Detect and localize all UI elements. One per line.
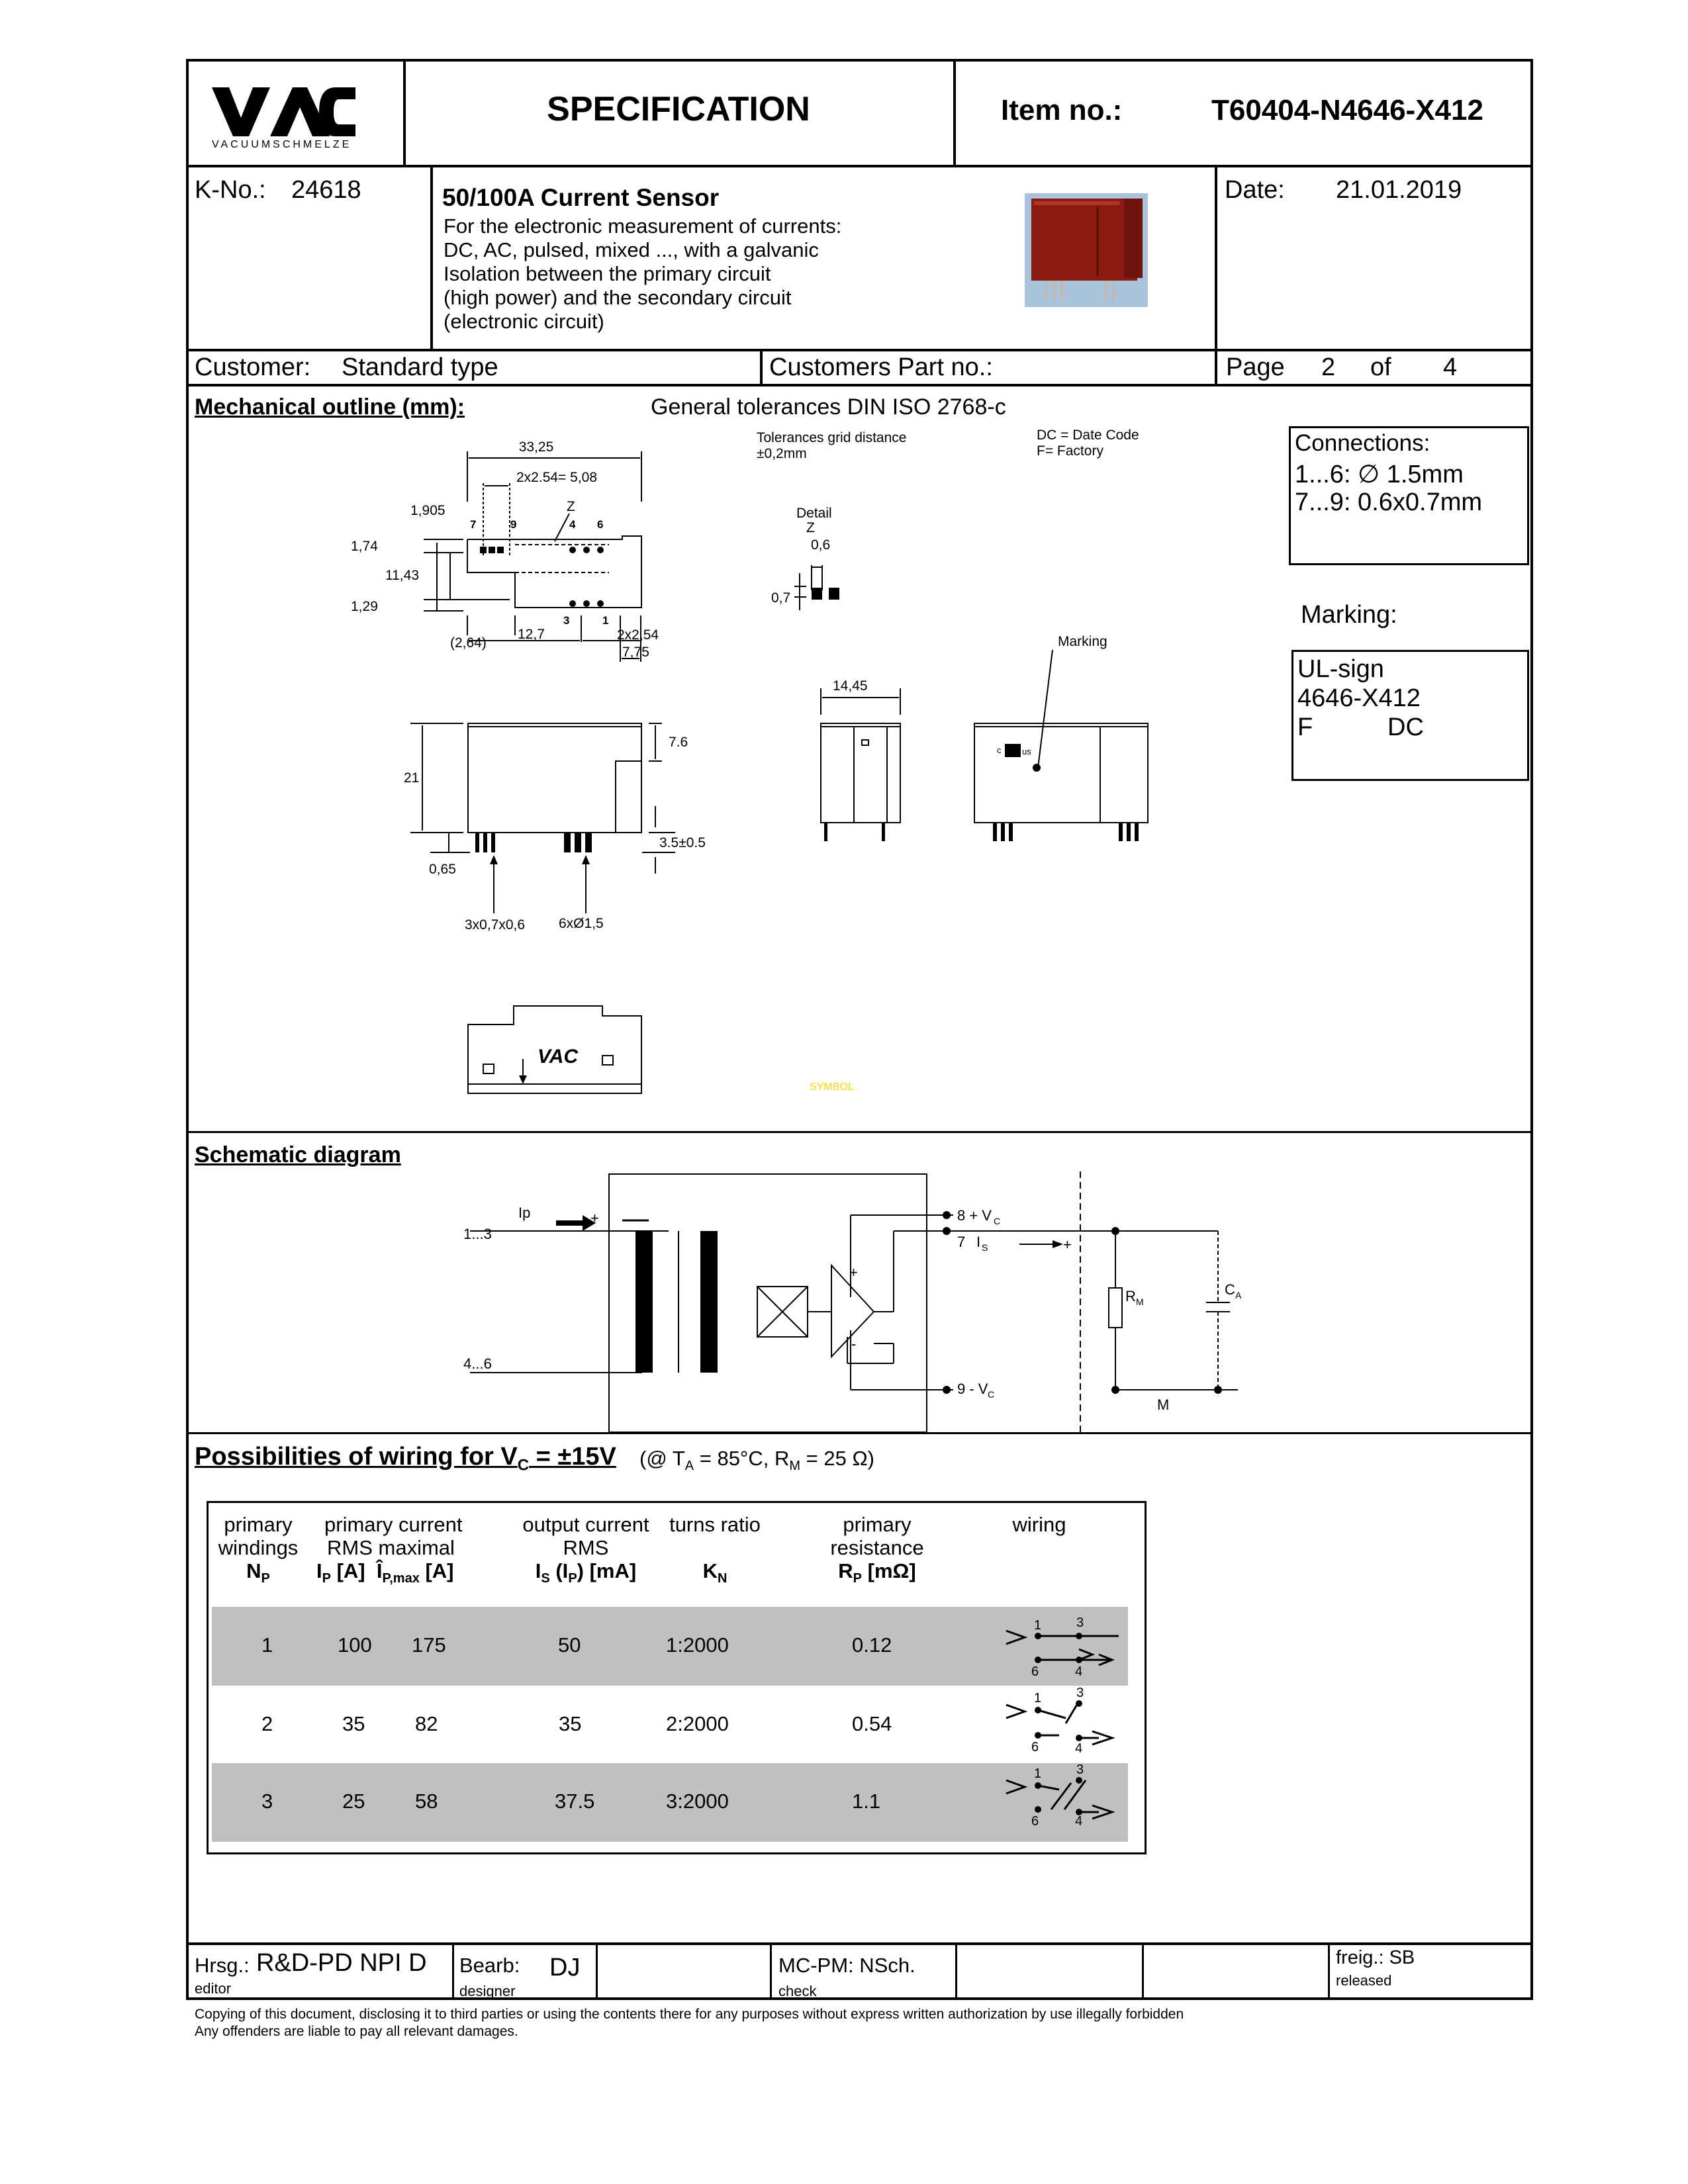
detail-z-marker: Z (567, 499, 575, 514)
copyright-line-1: Copying of this document, disclosing it to third parties or using the contents there for any purposes without express written authorization by use illegally forbidden (195, 2007, 1184, 2022)
col-primary-current (311, 1513, 477, 1590)
schematic-divider (186, 1131, 1533, 1133)
desc-line: Isolation between the primary circuit (444, 262, 771, 285)
table-row (212, 1686, 1128, 1763)
item-number: T60404-N4646-X412 (1211, 94, 1483, 126)
wire-pin-4: 4 (1075, 1664, 1083, 1679)
factory-note: F= Factory (1037, 443, 1103, 459)
detail-pin-a (812, 588, 822, 600)
side-view-pins (475, 833, 592, 864)
product-title: 50/100A Current Sensor (442, 184, 720, 211)
footer-vline-1 (452, 1942, 454, 2000)
dim-3-5: 3.5±0.5 (659, 835, 706, 850)
hdr-unit: ) [mA] (577, 1559, 637, 1582)
wire-pin-3: 3 (1076, 1686, 1084, 1700)
footer-vline-6 (1328, 1942, 1330, 2000)
cell-kn: 1:2000 (666, 1633, 729, 1657)
dim-0-65: 0,65 (429, 862, 456, 877)
hdr-text: wiring (1012, 1513, 1066, 1536)
node-ca-bottom (1214, 1386, 1222, 1394)
mechanical-heading: Mechanical outline (mm): (195, 394, 465, 420)
symbol-arrow (519, 1075, 527, 1084)
of-label: of (1370, 353, 1391, 381)
is-sub: S (982, 1242, 988, 1253)
customer-divider (186, 384, 1533, 387)
product-description (444, 214, 841, 334)
hdr-symbol (212, 1559, 305, 1590)
is-pin: 7 (957, 1234, 966, 1250)
header-divider (186, 165, 1533, 167)
symbol-watermark: SYMBOL (810, 1081, 854, 1093)
ca-sub: A (1235, 1290, 1242, 1300)
wiring-table-header (212, 1513, 1139, 1592)
cell-rp: 0.12 (852, 1633, 892, 1657)
condition-sub-m: M (789, 1459, 801, 1474)
primary-winding (635, 1231, 653, 1373)
vc-plus-sub: C (994, 1216, 1001, 1226)
cell-is: 37.5 (555, 1790, 595, 1813)
ul-mark-icon (1005, 744, 1021, 757)
cell-kn: 2:2000 (666, 1712, 729, 1735)
hdr-text: windings (218, 1536, 299, 1559)
top-view-pins (480, 547, 604, 607)
hdr-unit: [A] (330, 1559, 365, 1582)
tolerance-grid-value: ±0,2mm (757, 446, 807, 461)
vc-minus-sub: C (988, 1389, 995, 1400)
connections-line-2: 7...9: 0.6x0.7mm (1295, 488, 1483, 516)
wire-pin-6: 6 (1031, 1740, 1039, 1754)
node-9 (943, 1386, 951, 1394)
hdr-sub: P (261, 1571, 270, 1586)
node-8 (943, 1211, 951, 1219)
hdr-sym: R (838, 1559, 853, 1582)
hdr-text: RMS (563, 1536, 609, 1559)
footer-vline-2 (596, 1942, 598, 2000)
hdr-spacer (649, 1536, 781, 1559)
rm-sub: M (1136, 1297, 1144, 1307)
k-no-label: K-No.: (195, 176, 266, 204)
pin-size-label: 3x0,7x0,6 (465, 917, 526, 933)
hdr-sub: P (568, 1571, 577, 1586)
cell-is: 50 (558, 1633, 581, 1657)
info-vline-2 (1215, 165, 1217, 387)
date-code-note: DC = Date Code (1037, 428, 1139, 443)
ip-arrow (556, 1215, 596, 1231)
footer-vline-3 (770, 1942, 772, 2000)
wire-pin-6: 6 (1031, 1814, 1039, 1829)
header-vline-2 (953, 59, 956, 166)
hdr-text: RMS maximal (327, 1536, 455, 1559)
released-label: released (1336, 1972, 1392, 1989)
dim-2x2-54: 2x2,54 (617, 627, 659, 643)
marking-view (974, 650, 1148, 823)
hdr-unit: [A] (419, 1559, 454, 1582)
cell-np: 3 (261, 1790, 273, 1813)
is-plus: + (1063, 1236, 1072, 1253)
footer-top-line (186, 1942, 1533, 1945)
hdr-text: turns ratio (669, 1513, 761, 1536)
info-vline-1 (430, 165, 433, 350)
marking-line-3a: F (1297, 713, 1313, 741)
page-number: 2 (1321, 353, 1336, 381)
opamp-plus: + (849, 1264, 858, 1281)
wire-pin-6: 6 (1031, 1664, 1039, 1679)
node-rm-bottom (1111, 1386, 1119, 1394)
col-resistance (794, 1513, 960, 1590)
hdr-text: resistance (830, 1536, 924, 1559)
mcpm-value: MC-PM: NSch. (778, 1954, 915, 1977)
desc-line: DC, AC, pulsed, mixed ..., with a galvanic (444, 238, 819, 261)
customer-label: Customer: (195, 353, 311, 381)
wiring-heading-tail: = ±15V (529, 1443, 616, 1471)
item-label: Item no.: (1001, 94, 1123, 126)
hdr-sub: P (853, 1571, 863, 1586)
detail-pin-b (829, 588, 839, 600)
node-7 (943, 1227, 951, 1235)
marking-line-1: UL-sign (1297, 655, 1384, 683)
hdr-text: primary current (324, 1513, 463, 1536)
tolerance-grid-note: Tolerances grid distance (757, 430, 907, 445)
cell-np: 1 (261, 1633, 273, 1657)
ip-label: Ip (518, 1205, 531, 1221)
customer-vline (760, 349, 763, 385)
hdr-unit: [mΩ] (862, 1559, 916, 1582)
hdr-text: primary (843, 1513, 912, 1536)
condition-text: (@ T (639, 1447, 685, 1470)
wire-pin-1: 1 (1034, 1766, 1042, 1781)
dim-11-43: 11,43 (385, 568, 419, 583)
opamp-minus: - (851, 1336, 857, 1352)
k-no-value: 24618 (291, 176, 361, 204)
is-label: I (976, 1234, 981, 1250)
hdr-sym: I (535, 1559, 541, 1582)
hdr-sym: Î (376, 1559, 383, 1582)
table-row (212, 1763, 1128, 1842)
pin-label-3: 3 (563, 614, 570, 627)
page-count: 4 (1443, 353, 1458, 381)
pins-1-3: 1...3 (463, 1226, 492, 1242)
hdr-symbol (311, 1559, 477, 1590)
wiring-heading (195, 1443, 616, 1475)
wire-pin-1: 1 (1034, 1618, 1042, 1633)
marking-line-2: 4646-X412 (1297, 684, 1421, 712)
rm-label: R (1125, 1288, 1136, 1304)
cell-kn: 3:2000 (666, 1790, 729, 1813)
hdr-symbol (506, 1559, 665, 1590)
bearb-value: DJ (549, 1954, 581, 1981)
cell-ip: 35 (342, 1712, 365, 1735)
marking-dot (1033, 764, 1041, 772)
col-output-current (506, 1513, 665, 1590)
dim-1-74: 1,74 (351, 539, 378, 554)
page-title: SPECIFICATION (547, 90, 810, 128)
dim-14-45: 14,45 (833, 678, 868, 694)
schematic-diagram (450, 1165, 1324, 1443)
sensor-photo (1025, 193, 1148, 307)
pins-4-6: 4...6 (463, 1355, 492, 1372)
m-label: M (1157, 1396, 1170, 1413)
cell-rp: 1.1 (852, 1790, 881, 1813)
dim-0-7: 0,7 (771, 590, 791, 606)
vc-minus-pin: 9 - V (957, 1381, 988, 1397)
dim-7-75: 7,75 (622, 645, 649, 660)
footer-vline-4 (955, 1942, 957, 2000)
hdr-sub: N (717, 1571, 727, 1586)
check-label: check (778, 1983, 817, 1999)
schematic-heading: Schematic diagram (195, 1142, 401, 1167)
hdr-sym: I (316, 1559, 322, 1582)
end-view (821, 688, 900, 823)
hdr-sub: P,max (382, 1571, 420, 1586)
hdr-symbol (794, 1559, 960, 1590)
date-label: Date: (1225, 176, 1285, 204)
dim-7-6: 7.6 (669, 735, 688, 750)
wiring-heading-text: Possibilities of wiring for V (195, 1443, 518, 1471)
wiring-condition (639, 1447, 874, 1474)
customer-value: Standard type (342, 353, 498, 381)
connections-title: Connections: (1295, 430, 1430, 456)
cell-ipmax: 58 (415, 1790, 438, 1813)
wiring-symbols (993, 1607, 1139, 1845)
wire-pin-3: 3 (1076, 1762, 1084, 1777)
wire-pin-4: 4 (1075, 1741, 1083, 1756)
col-turns-ratio (649, 1513, 781, 1590)
end-view-pins (824, 823, 885, 841)
dim-1-29: 1,29 (351, 599, 378, 614)
condition-mid: = 85°C, R (694, 1447, 790, 1470)
hdr-text: primary (224, 1513, 293, 1536)
hdr-mid: (I (549, 1559, 569, 1582)
ul-mark-c: c (997, 745, 1002, 755)
hole-size-label: 6xØ1,5 (559, 916, 604, 931)
cell-is: 35 (559, 1712, 582, 1735)
condition-sub-a: A (684, 1459, 694, 1474)
marking-arrow-label: Marking (1058, 634, 1107, 649)
pin-label-4: 4 (569, 518, 576, 531)
pin-label-9: 9 (510, 518, 517, 531)
ca-label: C (1225, 1281, 1235, 1298)
customers-part-label: Customers Part no.: (769, 353, 993, 381)
ul-mark-us: us (1022, 747, 1031, 756)
dim-2-64: (2,64) (450, 635, 487, 651)
cell-np: 2 (261, 1712, 273, 1735)
secondary-winding (700, 1231, 718, 1373)
pin-label-6: 6 (597, 518, 604, 531)
ip-plus: + (590, 1210, 599, 1226)
condition-tail: = 25 Ω) (800, 1447, 874, 1470)
dim-5-08: 2x2.54= 5,08 (516, 470, 598, 485)
detail-label: Detail (796, 506, 832, 521)
side-view (410, 723, 675, 913)
desc-line: (electronic circuit) (444, 310, 604, 333)
hdr-symbol (649, 1559, 781, 1590)
cell-ip: 25 (342, 1790, 365, 1813)
hdr-sub: S (541, 1571, 550, 1586)
general-tolerances: General tolerances DIN ISO 2768-c (651, 394, 1006, 420)
page-label: Page (1226, 353, 1285, 381)
cell-ip: 100 (338, 1633, 372, 1657)
vc-plus-pin: 8 + V (957, 1207, 992, 1224)
dim-12-7: 12,7 (518, 627, 545, 642)
hdr-sym: N (246, 1559, 261, 1582)
bearb-label: Bearb: (459, 1954, 520, 1977)
marking-line-3b: DC (1387, 713, 1424, 741)
connections-line-1: 1...6: ∅ 1.5mm (1295, 461, 1464, 488)
desc-line: For the electronic measurement of currents: (444, 214, 842, 238)
hdr-sub: P (322, 1571, 331, 1586)
editor-label: editor (195, 1980, 232, 1997)
dim-21: 21 (404, 770, 420, 786)
marking-title: Marking: (1301, 601, 1397, 629)
hdr-text: output current (522, 1513, 649, 1536)
node-rm-top (1111, 1227, 1119, 1235)
pin-label-7: 7 (470, 518, 477, 531)
mechanical-drawing (331, 424, 1192, 1105)
wiring-divider (186, 1432, 1533, 1434)
wire-pin-1: 1 (1034, 1691, 1042, 1706)
cell-ipmax: 82 (415, 1712, 438, 1735)
wire-pin-3: 3 (1076, 1615, 1084, 1630)
freig-value: freig.: SB (1336, 1947, 1415, 1968)
cell-rp: 0.54 (852, 1712, 892, 1735)
date-value: 21.01.2019 (1336, 176, 1462, 204)
wiring-heading-sub: C (517, 1456, 530, 1475)
wire-pin-4: 4 (1075, 1814, 1083, 1829)
dim-0-6: 0,6 (811, 537, 831, 553)
dim-33-25: 33,25 (518, 439, 554, 455)
hdr-sym: K (702, 1559, 718, 1582)
hrsg-label: Hrsg.: (195, 1954, 250, 1977)
col-wiring (973, 1513, 1105, 1536)
logo-subtitle: VACUUMSCHMELZE (212, 139, 352, 150)
table-row (212, 1607, 1128, 1686)
footer-vline-5 (1142, 1942, 1144, 2000)
col-windings (212, 1513, 305, 1590)
pin-label-1: 1 (602, 614, 609, 627)
cell-ipmax: 175 (412, 1633, 446, 1657)
marking-view-pins (993, 823, 1139, 841)
desc-line: (high power) and the secondary circuit (444, 286, 792, 309)
is-arrow (1053, 1240, 1063, 1248)
info-divider (186, 349, 1533, 351)
copyright-line-2: Any offenders are liable to pay all relevant damages. (195, 2024, 518, 2039)
hrsg-value: R&D-PD NPI D (256, 1949, 427, 1977)
symbol-logo: VAC (538, 1046, 579, 1068)
detail-z-label: Z (806, 520, 815, 535)
dim-1-905: 1,905 (410, 503, 445, 518)
designer-label: designer (459, 1983, 516, 1999)
